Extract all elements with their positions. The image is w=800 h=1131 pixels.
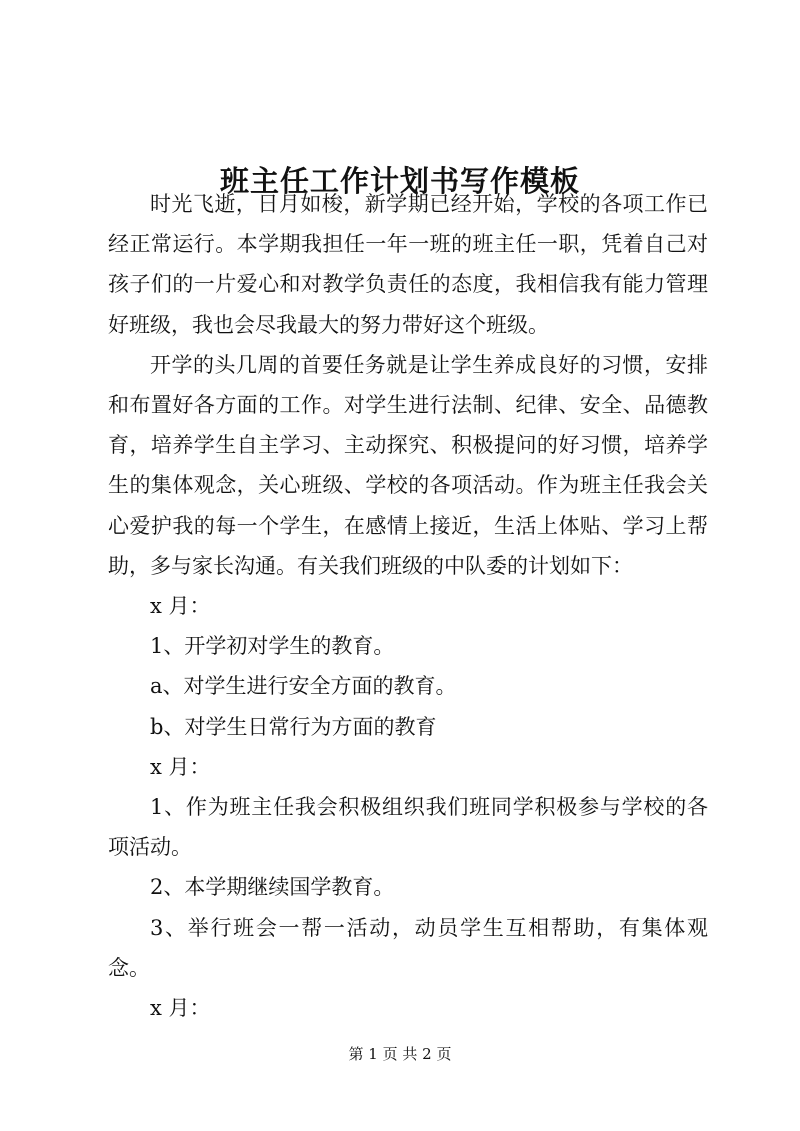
page-number-footer: 第 1 页 共 2 页 [348, 1045, 452, 1063]
list-item: 3、举行班会一帮一活动，动员学生互相帮助，有集体观念。 [108, 915, 708, 980]
paragraph: 时光飞逝，日月如梭，新学期已经开始，学校的各项工作已经正常运行。本学期我担任一年一班的班主任一职，凭着自己对孩子们的一片爱心和对教学负责任的态度，我相信我有能力管理好班级，我也会尽我最大的努力带好这个班级。 [108, 192, 708, 337]
list-item: 2、本学期继续国学教育。 [150, 875, 395, 900]
list-item: 1、作为班主任我会积极组织我们班同学积极参与学校的各项活动。 [108, 795, 708, 860]
month-heading: x 月： [150, 754, 211, 779]
page-title: 班主任工作计划书写作模板 [219, 164, 580, 199]
month-heading: x 月： [150, 996, 211, 1021]
list-item: a、对学生进行安全方面的教育。 [150, 674, 457, 699]
document-body [108, 184, 708, 1028]
month-heading: x 月： [150, 594, 211, 619]
list-item: b、对学生日常行为方面的教育 [150, 714, 437, 739]
list-item: 1、开学初对学生的教育。 [150, 634, 395, 659]
paragraph: 开学的头几周的首要任务就是让学生养成良好的习惯，安排和布置好各方面的工作。对学生进行法制、纪律、安全、品德教育，培养学生自主学习、主动探究、积极提问的好习惯，培养学生的集体观念，关心班级、学校的各项活动。作为班主任我会关心爱护我的每一个学生，在感情上接近，生活上体贴、学习上帮助，多与家长沟通。有关我们班级的中队委的计划如下： [108, 352, 708, 578]
